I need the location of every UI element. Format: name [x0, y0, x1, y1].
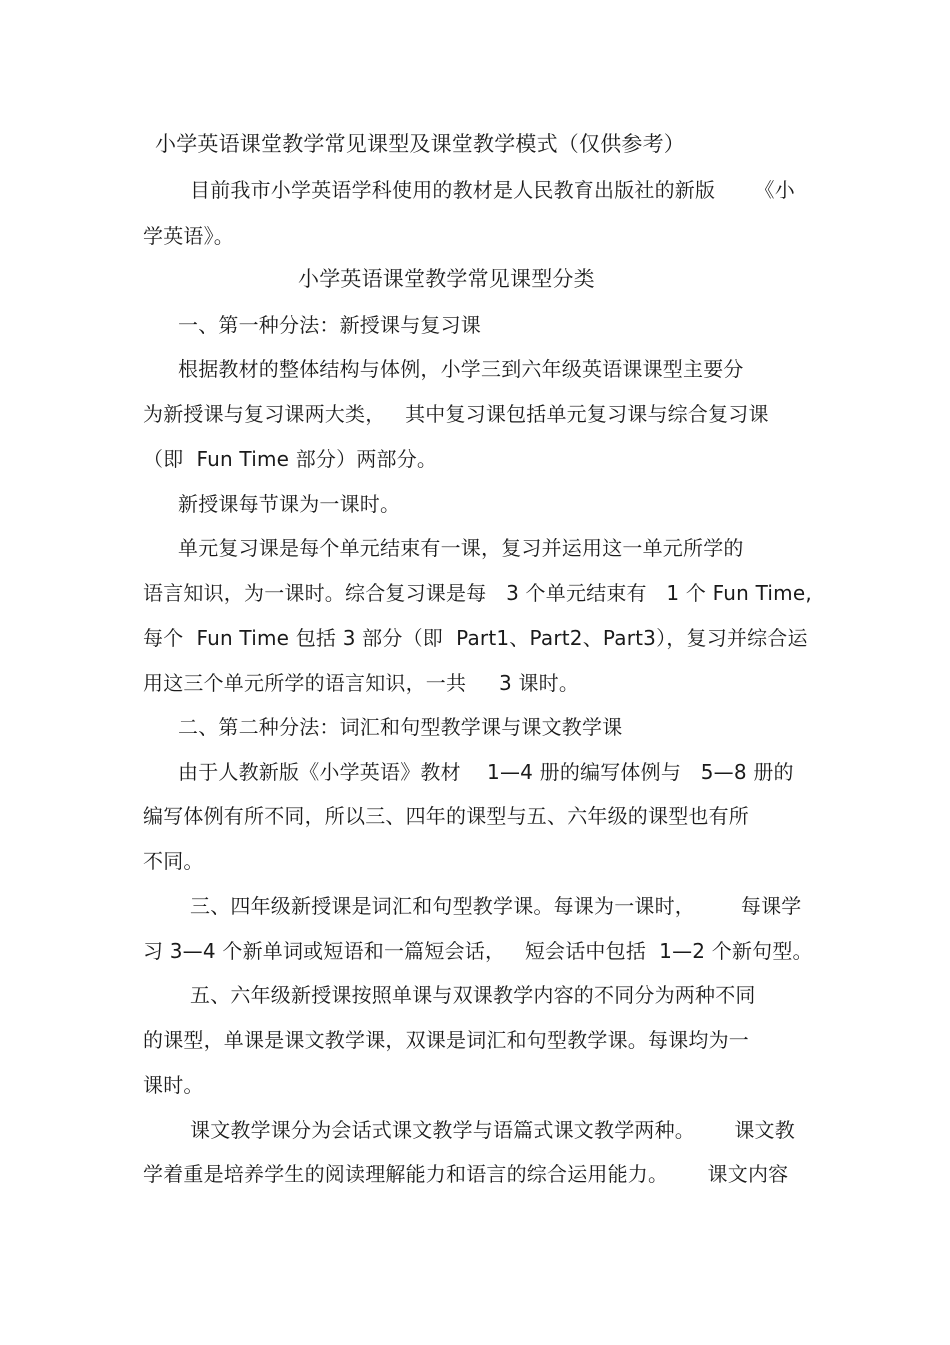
paragraph-line: 课文教学课分为会话式课文教学与语篇式课文教学两种。 课文教 — [190, 1118, 795, 1142]
paragraph-line: 课时。 — [143, 1073, 204, 1097]
subsection-heading: 一、第一种分法：新授课与复习课 — [178, 313, 481, 337]
paragraph-line: 目前我市小学英语学科使用的教材是人民教育出版社的新版 《小 — [190, 178, 795, 202]
paragraph-line: 的课型，单课是课文教学课，双课是词汇和句型教学课。每课均为一 — [143, 1028, 749, 1052]
subsection-heading: 二、第二种分法：词汇和句型教学课与课文教学课 — [178, 715, 623, 739]
paragraph-line: 为新授课与复习课两大类， 其中复习课包括单元复习课与综合复习课 — [143, 402, 769, 426]
section-heading: 小学英语课堂教学常见课型分类 — [298, 267, 595, 291]
paragraph-line: 由于人教新版《小学英语》教材 1—4 册的编写体例与 5—8 册的 — [178, 760, 794, 784]
paragraph-line: 学着重是培养学生的阅读理解能力和语言的综合运用能力。 课文内容 — [143, 1162, 789, 1186]
paragraph-line: 每个 Fun Time 包括 3 部分（即 Part1、Part2、Part3），复习并综合运 — [143, 626, 808, 650]
paragraph-line: 用这三个单元所学的语言知识，一共 3 课时。 — [143, 671, 580, 695]
document-title: 小学英语课堂教学常见课型及课堂教学模式（仅供参考） — [155, 132, 685, 156]
paragraph-line: 语言知识，为一课时。综合复习课是每 3 个单元结束有 1 个 Fun Time, — [143, 581, 812, 605]
paragraph-line: （即 Fun Time 部分）两部分。 — [143, 447, 438, 471]
paragraph-line: 编写体例有所不同，所以三、四年的课型与五、六年级的课型也有所 — [143, 804, 749, 828]
paragraph-line: 学英语》。 — [143, 224, 234, 248]
paragraph-line: 新授课每节课为一课时。 — [178, 492, 401, 516]
paragraph-line: 不同。 — [143, 849, 204, 873]
paragraph-line: 根据教材的整体结构与体例，小学三到六年级英语课课型主要分 — [178, 357, 744, 381]
paragraph-line: 习 3—4 个新单词或短语和一篇短会话， 短会话中包括 1—2 个新句型。 — [143, 939, 813, 963]
paragraph-line: 五、六年级新授课按照单课与双课教学内容的不同分为两种不同 — [190, 983, 756, 1007]
paragraph-line: 三、四年级新授课是词汇和句型教学课。每课为一课时， 每课学 — [190, 894, 802, 918]
paragraph-line: 单元复习课是每个单元结束有一课，复习并运用这一单元所学的 — [178, 536, 744, 560]
